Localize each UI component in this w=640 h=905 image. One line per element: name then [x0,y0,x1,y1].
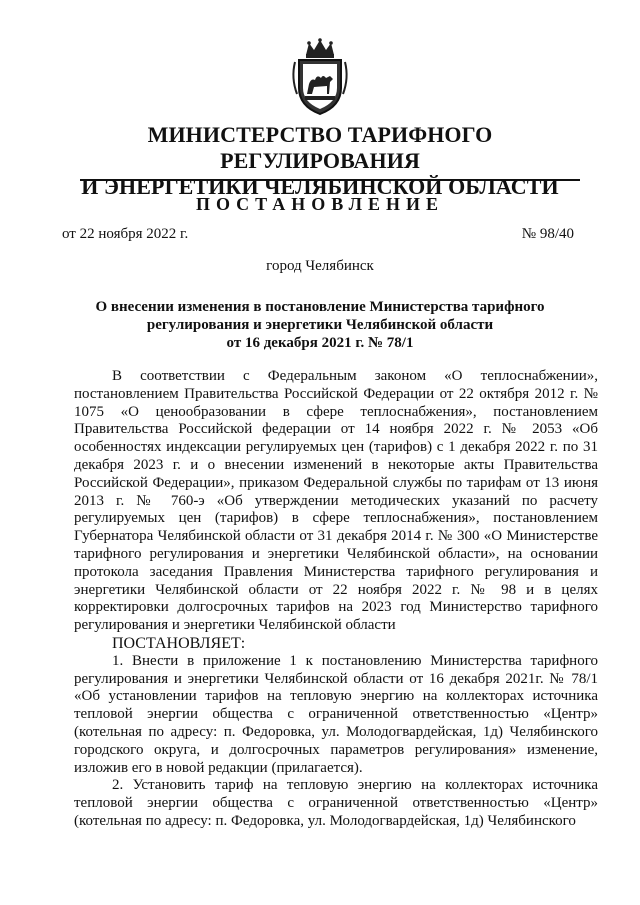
resolution-keyword: ПОСТАНОВЛЯЕТ: [112,634,246,652]
document-type: ПОСТАНОВЛЕНИЕ [195,194,445,214]
document-body [74,368,598,831]
item-1-paragraph: 1. Внести в приложение 1 к постановлению Министерства тарифного регулирования и энергетики Челябинской области от 16 декабря 2021г. № 78/1 «Об установлении тарифов на тепловую энергию на коллекторах источника тепловой энергии общества с ограниченной ответственностью «Центр» (котельная по адресу: п. Федоровка, ул. Молодогвардейская, 1д) Челябинского городского округа, и долгосрочных параметров регулирования» изменение, изложив его в новой редакции (прилагается). [74,652,598,776]
document-date: от 22 ноября 2022 г. [62,226,189,242]
document-city: город Челябинск [266,258,374,274]
document-title [90,298,550,352]
ministry-header [60,122,580,200]
preamble-paragraph: В соответствии с Федеральным законом «О теплоснабжении», постановлением Правительства Российской Федерации от 22 октября 2012 г. № 1075 «О ценообразовании в сфере теплоснабжения», постановлением Правительства Российской федерации от 14 ноября 2022 г. № 2053 «Об особенностях индексации регулируемых цен (тарифов) с 1 декабря 2022 г. по 31 декабря 2023 г. и о внесении изменений в некоторые акты Правительства Российской Федерации», приказом Федеральной службы по тарифам от 13 июня 2013 г. № 760-э «Об утверждении методических указаний по расчету регулируемых цен (тарифов) в сфере теплоснабжения», постановлением Губернатора Челябинской области от 31 декабря 2014 г. № 300 «О Министерстве тарифного регулирования и энергетики Челябинской области», на основании протокола заседания Правления Министерства тарифного регулирования и энергетики Челябинской области от 22 ноября 2022 г. № 98 и в целях корректировки долгосрочных тарифов на 2023 год Министерство тарифного регулирования и энергетики Челябинской области [74,368,598,634]
coat-of-arms-icon [289,38,351,118]
ministry-name-line2: И ЭНЕРГЕТИКИ ЧЕЛЯБИНСКОЙ ОБЛАСТИ [81,174,559,199]
title-line1: О внесении изменения в постановление Министерства тарифного [95,299,545,315]
header-divider [80,179,580,181]
ministry-name-line1: МИНИСТЕРСТВО ТАРИФНОГО РЕГУЛИРОВАНИЯ [147,122,493,173]
document-number: № 98/40 [521,226,574,242]
title-line2: регулирования и энергетики Челябинской области [146,317,494,333]
item-2-paragraph: 2. Установить тариф на тепловую энергию на коллекторах источника тепловой энергии общества с ограниченной ответственностью «Центр» (котельная по адресу: п. Федоровка, ул. Молодогвардейская, 1д) Челябинского [74,777,598,829]
title-line3: от 16 декабря 2021 г. № 78/1 [226,335,414,351]
